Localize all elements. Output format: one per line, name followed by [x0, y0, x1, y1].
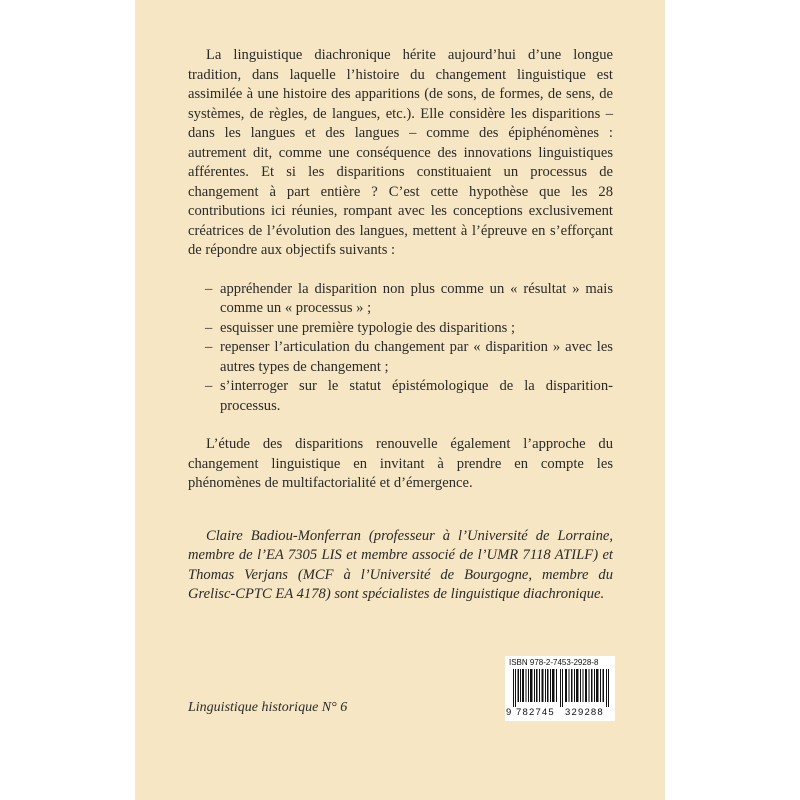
objective-item	[188, 319, 613, 339]
back-cover-text	[188, 46, 613, 605]
bullet-dash: –	[205, 319, 213, 336]
objective-item	[188, 280, 613, 319]
objective-text: repenser l’articulation du changement par « disparition » avec les autres types de changement ;	[220, 339, 613, 375]
authors-bio: Claire Badiou-Monferran (professeur à l’Université de Lorraine, membre de l’EA 7305 LIS et membre associé de l’UMR 7118 ATILF) et Thomas Verjans (MCF à l’Université de Bourgogne, membre du Grelisc-CPTC EA 4178) sont spécialistes de linguistique diachronique.	[188, 527, 613, 602]
barcode-bars-icon	[513, 669, 611, 707]
bullet-dash: –	[205, 378, 213, 394]
ean-group-left: 782745	[516, 707, 555, 718]
intro-paragraph: La linguistique diachronique hérite aujourd’hui d’une longue tradition, dans laquelle l’histoire du changement linguistique est assimilée à une histoire des apparitions (de sons, de formes, de sens, de systèmes, de règles, de langues, etc.). Elle considère les disparitions – dans les langues et des langues – comme des épiphénomènes : autrement dit, comme une conséquence des innovations linguistiques afférentes. Et si les disparitions constituaient un processus de changement à part entière ? C’est cette hypothèse que les 28 contributions ici réunies, rompant avec les conceptions exclusivement créatrices de l’évolution des langues, mettent à l’épreuve en s’efforçant de répondre aux objectifs suivants :	[188, 47, 613, 258]
objective-text: appréhender la disparition non plus comme un « résultat » mais comme un « processus » ;	[220, 280, 613, 316]
isbn-label: ISBN 978-2-7453-2928-8	[509, 658, 599, 667]
objective-text: s’interroger sur le statut épistémologique de la disparition-processus.	[220, 378, 613, 414]
bullet-dash: –	[205, 339, 213, 355]
second-paragraph: L’étude des disparitions renouvelle également l’approche du changement linguistique en invitant à prendre en compte les phénomènes de multifactorialité et d’émergence.	[188, 436, 613, 491]
objective-item	[188, 338, 613, 377]
objective-text: esquisser une première typologie des disparitions ;	[220, 319, 516, 336]
ean-group-right: 329288	[565, 707, 604, 718]
ean-first-digit: 9	[506, 707, 512, 718]
bullet-dash: –	[205, 280, 213, 297]
isbn-barcode	[505, 656, 615, 721]
objective-item	[188, 377, 613, 416]
series-title: Linguistique historique N° 6	[188, 700, 348, 715]
objectives-list	[188, 280, 613, 417]
